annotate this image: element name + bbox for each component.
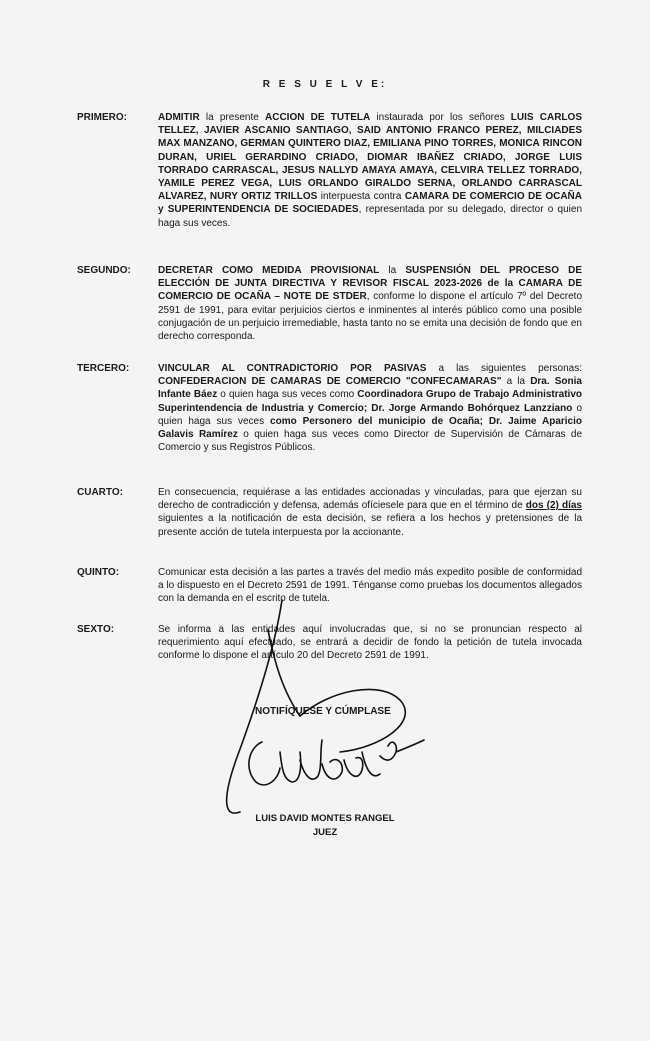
judge-name: LUIS DAVID MONTES RANGEL <box>255 813 395 824</box>
section-label: TERCERO: <box>77 363 130 374</box>
section-text-run: DECRETAR COMO MEDIDA PROVISIONAL <box>158 265 380 276</box>
judge-title: JUEZ <box>312 827 338 838</box>
section-label: CUARTO: <box>77 487 123 498</box>
section-text-run: En consecuencia, requiérase a las entidades accionadas y vinculadas, para que ejerzan su derecho de contradicción y defensa, además ofíciesele para que en el término de <box>158 487 582 512</box>
section-text-run: SUSPENSIÓN DEL PROCESO DE ELECCIÓN DE JUNTA DIRECTIVA Y REVISOR FISCAL 2023-2026 de la CAMARA DE COMERCIO DE OCAÑA – NOTE DE STDER <box>158 265 582 303</box>
section-text-run: como Personero del municipio de Ocaña; Dr. Jaime Aparicio Galavis Ramírez <box>158 415 582 441</box>
section-text-run: ADMITIR <box>158 112 200 123</box>
section-text-run: dos (2) días <box>525 500 582 512</box>
section-text-run: ACCION DE TUTELA <box>265 112 371 123</box>
section-text-run: o quien haga sus veces como Director de Supervisión de Cámaras de Comercio y sus Registros Públicos. <box>158 429 583 454</box>
section-text-run: instaurada por los señores <box>370 112 511 123</box>
section-label: PRIMERO: <box>77 112 127 123</box>
section-text-run: CAMARA DE COMERCIO DE OCAÑA y SUPERINTENDENCIA DE SOCIEDADES <box>158 191 582 216</box>
section-text-run: a las siguientes personas: <box>426 363 582 374</box>
section-text-run: o quien haga sus veces como <box>217 389 358 401</box>
section-text-run: interpuesta contra <box>317 191 405 203</box>
resolution-heading: R E S U E L V E: <box>262 79 388 90</box>
section-text-run: o quien haga sus veces <box>158 402 583 427</box>
section-text-run: la presente <box>199 112 266 123</box>
section-label: SEXTO: <box>77 624 115 635</box>
section-text-run: , representada por su delegado, director o quien haga sus veces. <box>158 204 583 229</box>
section-text-run: , conforme lo dispone el artículo 7º del Decreto 2591 de 1991, para evitar perjuicios ciertos e inminentes al interés público como una posible conjugación de un perjuicio irremediable, hasta tanto no se emita una decisión de fondo que en derecho corresponda. <box>158 291 583 343</box>
section-text-run: LUIS CARLOS TELLEZ, JAVIER ASCANIO SANTIAGO, SAID ANTONIO FRANCO PEREZ, MILCIADES MAX MANZANO, GERMAN QUINTERO DIAZ, EMILIANA PINO TORRES, MONICA RINCON DURAN, URIEL GERARDINO CRIADO, DIOMAR IBAÑEZ CRIADO, JORGE LUIS TORRADO CARRASCAL, JESUS NALLYD AMAYA AMAYA, CELVIRA TELLEZ TORRADO, YAMILE PEREZ VEGA, LUIS ORLANDO GIRALDO SERNA, ORLANDO CARRASCAL ALVAREZ, NURY ORTIZ TRILLOS <box>158 112 582 203</box>
section-text-run: la <box>379 265 406 276</box>
section-label: QUINTO: <box>77 567 120 578</box>
section-text-run: Comunicar esta decisión a las partes a través del medio más expedito posible de conformidad a lo dispuesto en el Decreto 2591 de 1991. Ténganse como pruebas los documentos allegados con la demanda en el escrito de tutela. <box>158 567 582 605</box>
section-text-run: Dra. Sonia Infante Báez <box>158 376 582 401</box>
section-label: SEGUNDO: <box>77 265 131 276</box>
section-text-run: VINCULAR AL CONTRADICTORIO POR PASIVAS <box>158 363 427 374</box>
section-text-run: Coordinadora Grupo de Trabajo Administrativo Superintendencia de Industria y Comercio; Dr. Jorge Armando Bohórquez Lanzziano <box>158 389 582 414</box>
section-text-run: siguientes a la notificación de esta decisión, se refiera a los hechos y pretensiones de la presente acción de tutela interpuesta por la accionante. <box>158 513 582 538</box>
section-text-run: CONFEDERACION DE CAMARAS DE COMERCIO "CONFECAMARAS" <box>158 376 502 388</box>
section-text-run: Se informa a las entidades aquí involucradas que, si no se pronuncian respecto al requerimiento aquí efectuado, se entrará a decidir de fondo la petición de tutela invocada conforme lo dispone el artículo 20 del Decreto 2591 de 1991. <box>158 624 582 662</box>
section-text-run: a la <box>501 376 531 388</box>
closing-formula: NOTIFÍQUESE Y CÚMPLASE <box>255 706 391 717</box>
